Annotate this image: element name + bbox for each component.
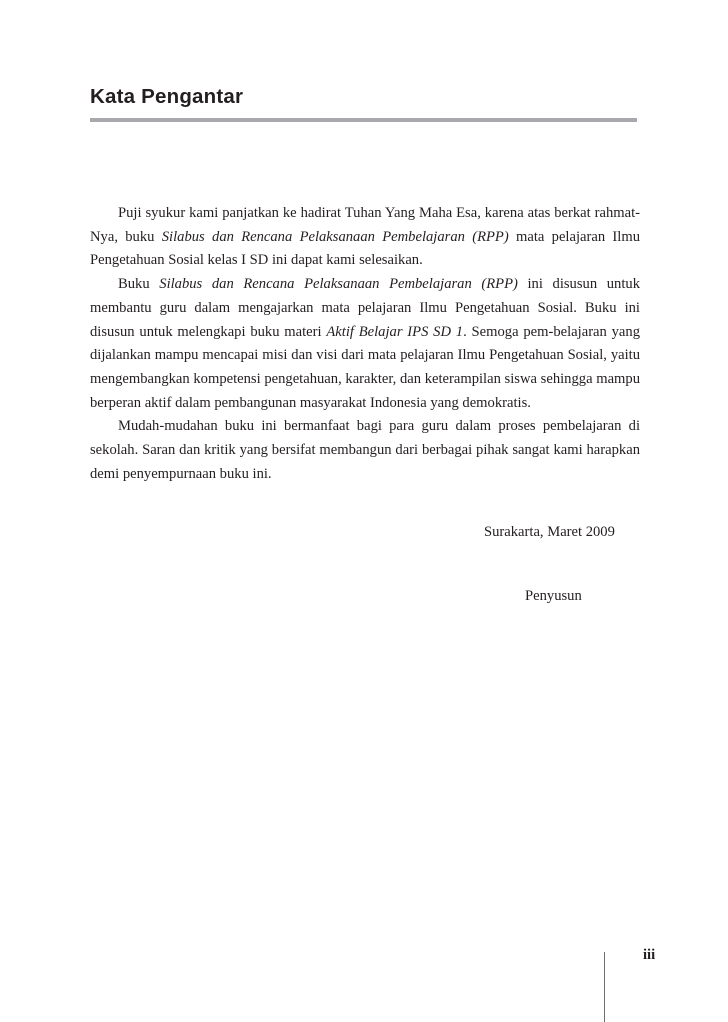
paragraph-1-text-1: Puji syukur kami panjatkan ke hadirat Tuhan Yang Maha Esa, karena atas berkat rahmat-Nya, buku [90, 205, 640, 245]
paragraph-1-text-2: mata pelajaran Ilmu Pengetahuan Sosial kelas I SD ini dapat kami selesaikan. [90, 228, 640, 269]
place-date: Surakarta, Maret 2009 [484, 524, 615, 540]
heading-underline [90, 118, 637, 122]
paragraph-2-text-3: . Semoga pem-belajaran yang dijalankan mampu mencapai misi dan visi dari mata pelajaran Ilmu Pengetahuan Sosial, yaitu mengembangkan kompetensi pengetahuan, karakter, dan keterampilan siswa sehingga mampu berperan aktif dalam pembangunan masyarakat Indonesia yang demokratis. [90, 323, 640, 411]
paragraph-3 [90, 415, 640, 486]
paragraph-2-text-1: Buku [118, 276, 160, 293]
book-title-italic: Silabus dan Rencana Pelaksanaan Pembelajaran (RPP) [161, 228, 509, 245]
page-heading: Kata Pengantar [90, 85, 244, 108]
paragraph-1 [90, 202, 640, 273]
preface-body [90, 202, 640, 486]
margin-line [604, 952, 605, 1022]
paragraph-2 [90, 273, 640, 415]
companion-book-title-italic: Aktif Belajar IPS SD 1 [326, 323, 464, 340]
page-number: iii [643, 947, 656, 963]
paragraph-2-text-2: ini disusun untuk membantu guru dalam mengajarkan mata pelajaran Ilmu Pengetahuan Sosial. Buku ini disusun untuk melengkapi buku materi [90, 276, 640, 340]
book-title-italic: Silabus dan Rencana Pelaksanaan Pembelajaran (RPP) [159, 276, 518, 293]
signatory: Penyusun [525, 588, 582, 604]
paragraph-3-text-1: Mudah-mudahan buku ini bermanfaat bagi para guru dalam proses pembelajaran di sekolah. Saran dan kritik yang bersifat membangun dari berbagai pihak sangat kami harapkan demi penyempurnaan buku ini. [90, 418, 640, 482]
